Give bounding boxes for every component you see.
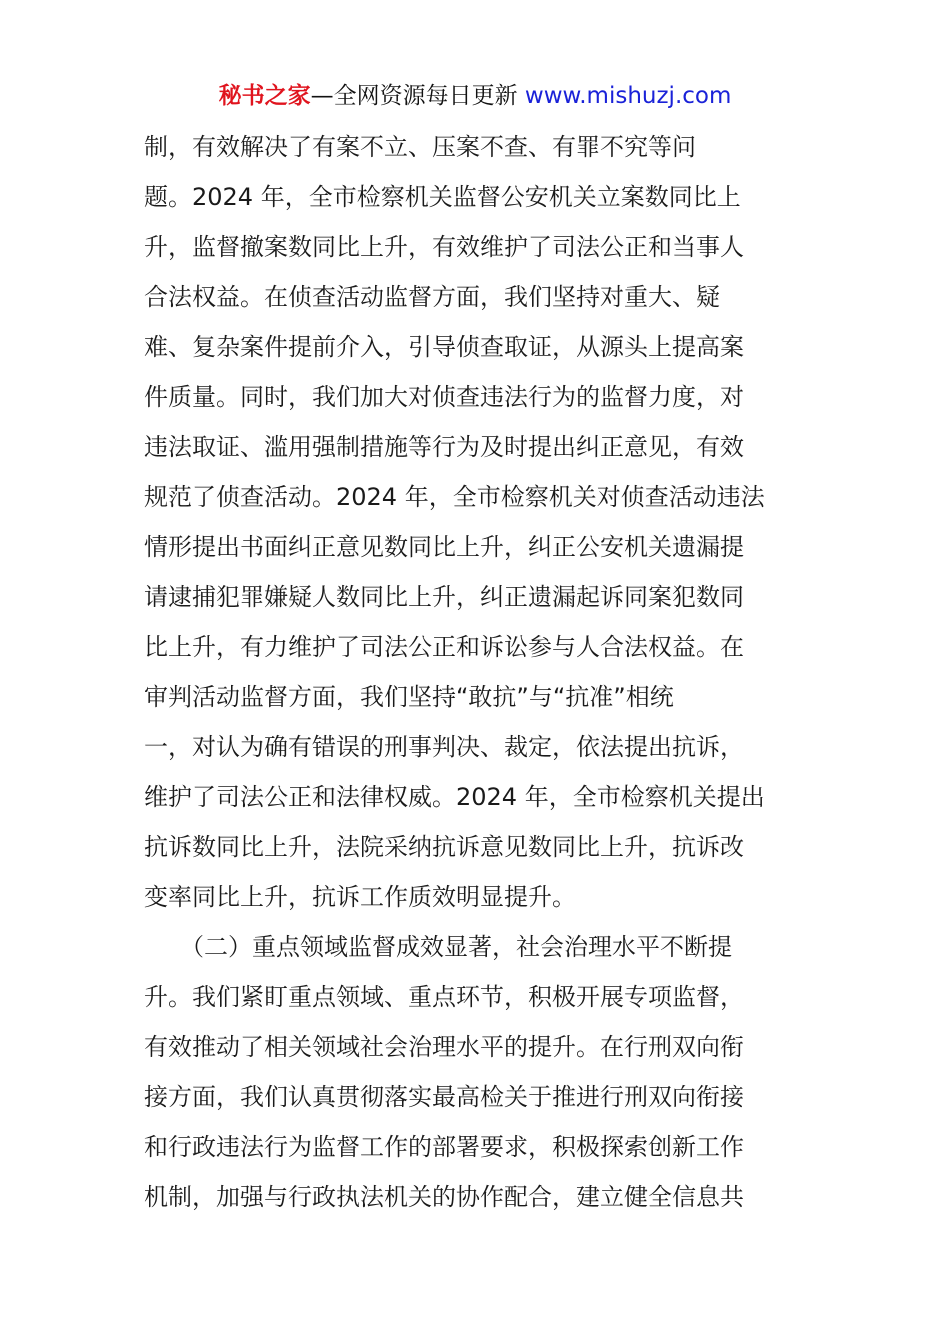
text-line: 合法权益。在侦查活动监督方面，我们坚持对重大、疑	[144, 283, 720, 311]
text-line: 情形提出书面纠正意见数同比上升，纠正公安机关遗漏提	[144, 533, 744, 561]
text-line: 题。2024 年，全市检察机关监督公安机关立案数同比上	[144, 183, 741, 211]
text-line: 变率同比上升，抗诉工作质效明显提升。	[144, 883, 576, 911]
text-line: 抗诉数同比上升，法院采纳抗诉意见数同比上升，抗诉改	[144, 833, 744, 861]
text-line: 比上升，有力维护了司法公正和诉讼参与人合法权益。在	[144, 633, 744, 661]
text-line: 有效推动了相关领域社会治理水平的提升。在行刑双向衔	[144, 1033, 744, 1061]
text-line: 难、复杂案件提前介入，引导侦查取证，从源头上提高案	[144, 333, 744, 361]
text-line: 机制，加强与行政执法机关的协作配合，建立健全信息共	[144, 1183, 744, 1211]
text-line: 一，对认为确有错误的刑事判决、裁定，依法提出抗诉，	[144, 733, 744, 761]
brand-name: 秘书之家	[218, 83, 311, 109]
document-body	[144, 122, 810, 1222]
text-line: 升。我们紧盯重点领域、重点环节，积极开展专项监督，	[144, 983, 744, 1011]
text-line: 升，监督撤案数同比上升，有效维护了司法公正和当事人	[144, 233, 744, 261]
text-line: 审判活动监督方面，我们坚持“敢抗”与“抗准”相统	[144, 683, 674, 711]
section-heading-line: （二）重点领域监督成效显著，社会治理水平不断提	[144, 933, 732, 961]
text-line: 维护了司法公正和法律权威。2024 年，全市检察机关提出	[144, 783, 765, 811]
text-line: 制，有效解决了有案不立、压案不查、有罪不究等问	[144, 133, 696, 161]
text-line: 件质量。同时，我们加大对侦查违法行为的监督力度，对	[144, 383, 744, 411]
text-line: 和行政违法行为监督工作的部署要求，积极探索创新工作	[144, 1133, 744, 1161]
site-header	[0, 80, 950, 112]
site-url-link[interactable]: www.mishuzj.com	[524, 83, 732, 109]
text-line: 规范了侦查活动。2024 年，全市检察机关对侦查活动违法	[144, 483, 765, 511]
text-line: 请逮捕犯罪嫌疑人数同比上升，纠正遗漏起诉同案犯数同	[144, 583, 744, 611]
header-tagline: —全网资源每日更新	[310, 83, 518, 109]
text-line: 接方面，我们认真贯彻落实最高检关于推进行刑双向衔接	[144, 1083, 744, 1111]
text-line: 违法取证、滥用强制措施等行为及时提出纠正意见，有效	[144, 433, 744, 461]
